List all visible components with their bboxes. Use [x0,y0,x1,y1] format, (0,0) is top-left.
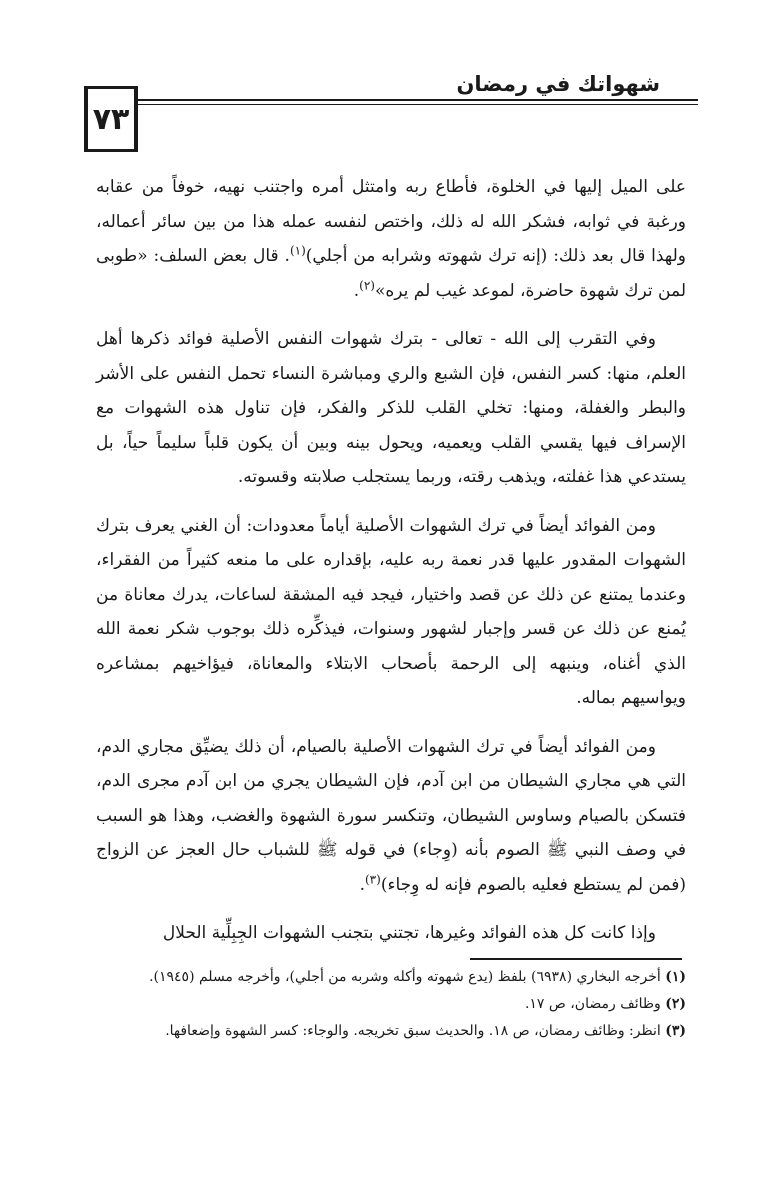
paragraph [96,170,686,308]
paragraph-text: . [359,874,365,895]
paragraph-text: على الميل إليها في الخلوة، فأطاع ربه وامتثل أمره واجتنب نهيه، خوفاً من عقابه ورغبة في ثوابه، فشكر الله له ذلك، واختص لنفسه عمله هذا من بين سائر أعماله، ولهذا قال بعد ذلك: (إنه ترك شهوته وشرابه من أجلي) [96,177,687,266]
footnote-ref[interactable]: (٣) [364,871,381,886]
footnote [96,964,686,991]
page-number-box [84,86,138,152]
footnote-text: انظر: وظائف رمضان، ص ١٨. والحديث سبق تخريجه. والوجاء: كسر الشهوة وإضعافها. [165,1023,661,1039]
running-title: شهواتك في رمضان [456,72,660,96]
paragraph: وفي التقرب إلى الله - تعالى - بترك شهوات النفس الأصلية فوائد ذكرها أهل العلم، منها: كسر النفس، فإن الشبع والري ومباشرة النساء تحمل النفس على الأشر والبطر والغفلة، ومنها: تخلي القلب للذكر والفكر، فإن تناول هذه الشهوات مع الإسراف فيها يقسي القلب ويعميه، ويحول بينه وبين أن يكون قلباً سليماً حياً، بل يستدعي هذا غفلته، ويذهب رقته، وربما يستجلب صلابته وقسوته. [96,329,686,487]
footnote-text: وظائف رمضان، ص ١٧. [524,996,661,1012]
paragraph-text: . [353,280,360,301]
paragraph: وإذا كانت كل هذه الفوائد وغيرها، تجتني بتجنب الشهوات الجِبِلِّية الحلال [162,923,656,943]
footnote-rule [470,958,682,960]
body-text [96,170,686,965]
footnote-ref[interactable]: (١) [289,243,306,258]
footnote-ref[interactable]: (٢) [359,277,375,292]
footnote-number: (٣) [665,1023,686,1039]
footnote [96,991,686,1018]
paragraph-text: . قال بعض السلف: «طوبى لمن ترك شهوة حاضرة، لموعد غيب لم يره» [96,246,686,301]
header-rule [138,99,698,101]
header-rule-thin [138,104,698,105]
page-number: ٧٣ [92,101,130,137]
footnote-number: (١) [665,969,686,985]
paragraph [96,730,686,903]
footnote [96,1018,686,1045]
footnote-text: أخرجه البخاري (٦٩٣٨) بلفظ (يدع شهوته وأكله وشربه من أجلي)، وأخرجه مسلم (١٩٤٥). [149,969,661,985]
paragraph: ومن الفوائد أيضاً في ترك الشهوات الأصلية أياماً معدودات: أن الغني يعرف بترك الشهوات المقدور عليها قدر نعمة ربه عليه، بإقداره على ما منعه كثيراً من الفقراء، وعندما يمتنع عن ذلك عن قصد واختيار، فيجد فيه المشقة لساعات، يدرك معاناة من يُمنع عن ذلك عن قسر وإجبار لشهور وسنوات، فيذكِّره ذلك بوجوب شكر نعمة الله الذي أغناه، وينبهه إلى الرحمة بأصحاب الابتلاء والمعاناة، فيؤاخيهم بمشاعره ويواسيهم بماله. [96,515,686,708]
footnotes [96,964,686,1045]
paragraph-text: ومن الفوائد أيضاً في ترك الشهوات الأصلية بالصيام، أن ذلك يضيِّق مجاري الدم، التي هي مجاري الشيطان من ابن آدم، فإن الشيطان يجري من ابن آدم مجرى الدم، فتسكن بالصيام وساوس الشيطان، وتنكسر سورة الشهوة والغضب، وهذا هو السبب في وصف النبي ﷺ الصوم بأنه (وِجاء) في قوله ﷺ للشباب حال العجز عن الزواج (فمن لم يستطع فعليه بالصوم فإنه له وِجاء) [96,736,686,895]
footnote-number: (٢) [665,996,686,1012]
